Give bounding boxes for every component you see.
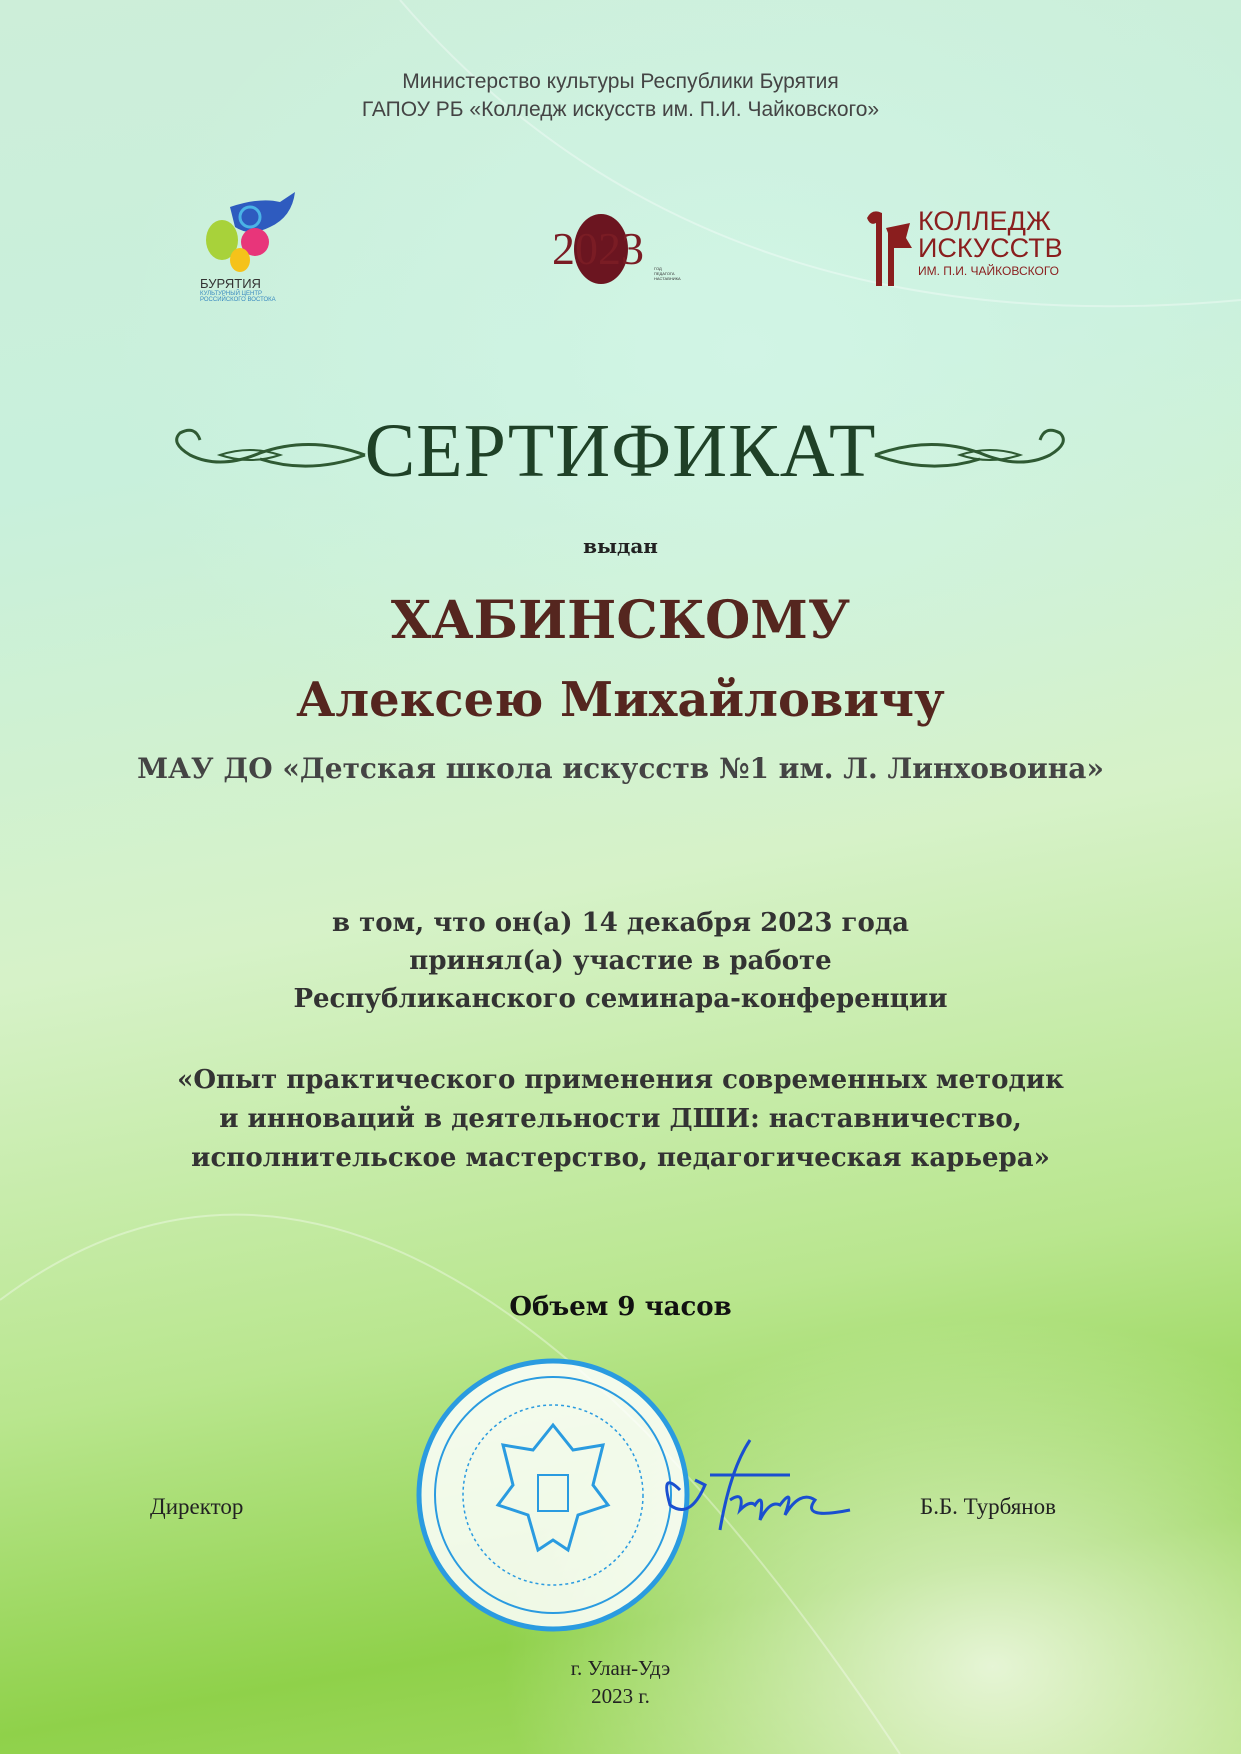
certificate-title: СЕРТИФИКАТ [364, 409, 877, 493]
topic-line: исполнительское мастерство, педагогическая карьера» [191, 1143, 1050, 1173]
footer-year: 2023 г. [591, 1684, 650, 1708]
body-line: в том, что он(а) 14 декабря 2023 года [331, 908, 910, 938]
year-logo-text: 2023 [552, 223, 644, 274]
recipient-organization: МАУ ДО «Детская школа искусств №1 им. Л. Линховоина» [137, 752, 1104, 785]
recipient-given-name: Алексею Михайловичу [296, 672, 945, 728]
college-logo-emblem [862, 208, 912, 286]
year-of-teacher-logo [548, 214, 708, 289]
buryatia-logo-name: БУРЯТИЯ [200, 276, 261, 291]
body-line: принял(а) участие в работе [409, 946, 832, 976]
issued-label: выдан [583, 534, 658, 558]
buryatia-logo-graphic [200, 192, 310, 272]
recipient-surname: ХАБИНСКОМУ [390, 590, 851, 651]
signature-role: Директор [150, 1494, 244, 1519]
college-logo [862, 208, 1072, 288]
signatory-name: Б.Б. Турбянов [920, 1494, 1056, 1519]
signature-icon [650, 1430, 860, 1540]
year-logo-sub: НАСТАВНИКА [654, 276, 681, 281]
buryatia-logo-sub: КУЛЬТУРНЫЙ ЦЕНТР [200, 291, 262, 297]
header-ministry: Министерство культуры Республики Бурятия [402, 70, 839, 93]
college-logo-line: ИМ. П.И. ЧАЙКОВСКОГО [918, 264, 1059, 278]
college-logo-line: КОЛЛЕДЖ [918, 206, 1051, 236]
footer-city: г. Улан-Удэ [570, 1656, 671, 1680]
topic-line: и инноваций в деятельности ДШИ: наставничество, [219, 1104, 1022, 1134]
volume-hours: Объем 9 часов [509, 1292, 732, 1322]
buryatia-logo-sub: РОССИЙСКОГО ВОСТОКА [200, 297, 276, 303]
year-logo-sub: ПЕДАГОГА [654, 271, 675, 276]
topic-line: «Опыт практического применения современных методик [177, 1065, 1064, 1095]
college-logo-line: ИСКУССТВ [918, 233, 1063, 263]
header-college: ГАПОУ РБ «Колледж искусств им. П.И. Чайковского» [361, 98, 880, 121]
buryatia-logo [200, 192, 310, 312]
body-line: Республиканского семинара-конференции [293, 984, 948, 1014]
year-logo-sub: ГОД [654, 266, 662, 271]
